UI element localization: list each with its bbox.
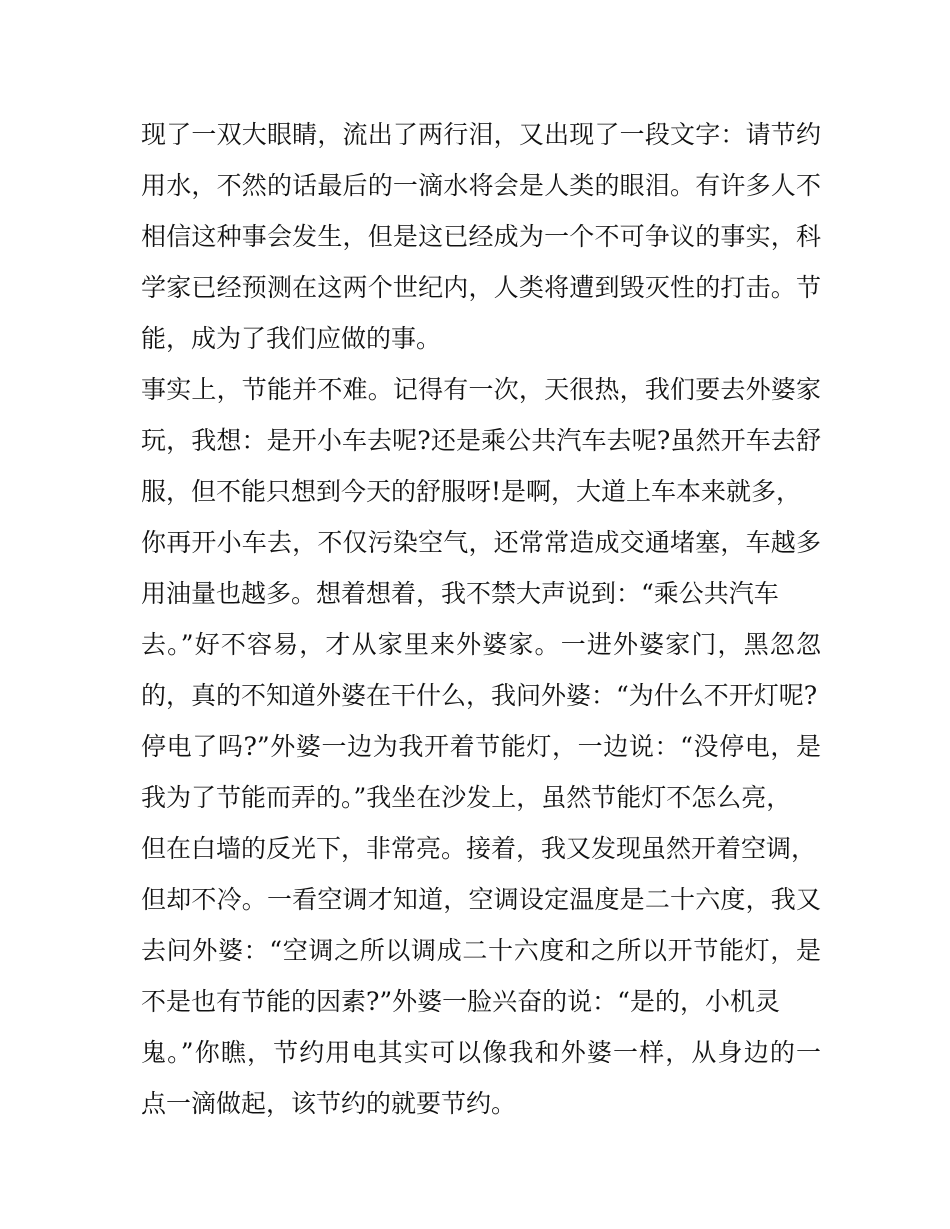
text-line: 现了一双大眼睛，流出了两行泪，又出现了一段文字：请节约 [141, 120, 821, 149]
text-line: 去问外婆：“空调之所以调成二十六度和之所以开节能灯，是 [141, 936, 821, 965]
text-line: 玩，我想：是开小车去呢?还是乘公共汽车去呢?虽然开车去舒 [141, 426, 821, 455]
text-line: 但在白墙的反光下，非常亮。接着，我又发现虽然开着空调， [141, 834, 817, 863]
text-line: 不是也有节能的因素?”外婆一脸兴奋的说：“是的，小机灵 [141, 987, 780, 1016]
text-line: 服，但不能只想到今天的舒服呀!是啊，大道上车本来就多， [141, 477, 802, 506]
text-line: 能，成为了我们应做的事。 [141, 324, 442, 353]
text-line: 你再开小车去，不仅污染空气，还常常造成交通堵塞，车越多 [141, 528, 821, 557]
text-line: 鬼。”你瞧，节约用电其实可以像我和外婆一样，从身边的一 [141, 1038, 821, 1067]
text-line: 去。”好不容易，才从家里来外婆家。一进外婆家门，黑忽忽 [141, 630, 821, 659]
text-line: 停电了吗?”外婆一边为我开着节能灯，一边说：“没停电，是 [141, 732, 821, 761]
text-line: 相信这种事会发生，但是这已经成为一个不可争议的事实，科 [141, 222, 821, 251]
text-line: 我为了节能而弄的。”我坐在沙发上，虽然节能灯不怎么亮， [141, 783, 792, 812]
text-line: 用油量也越多。想着想着，我不禁大声说到：“乘公共汽车 [141, 579, 779, 608]
text-line: 但却不冷。一看空调才知道，空调设定温度是二十六度，我又 [141, 885, 821, 914]
text-line: 点一滴做起，该节约的就要节约。 [141, 1089, 517, 1118]
text-line: 的，真的不知道外婆在干什么，我问外婆：“为什么不开灯呢? [141, 681, 818, 710]
text-line: 学家已经预测在这两个世纪内，人类将遭到毁灭性的打击。节 [141, 273, 821, 302]
document-body [141, 109, 821, 1129]
paragraph-1 [141, 109, 821, 364]
text-line: 事实上，节能并不难。记得有一次，天很热，我们要去外婆家 [141, 375, 821, 404]
text-line: 用水，不然的话最后的一滴水将会是人类的眼泪。有许多人不 [141, 171, 821, 200]
paragraph-2 [141, 364, 821, 1129]
